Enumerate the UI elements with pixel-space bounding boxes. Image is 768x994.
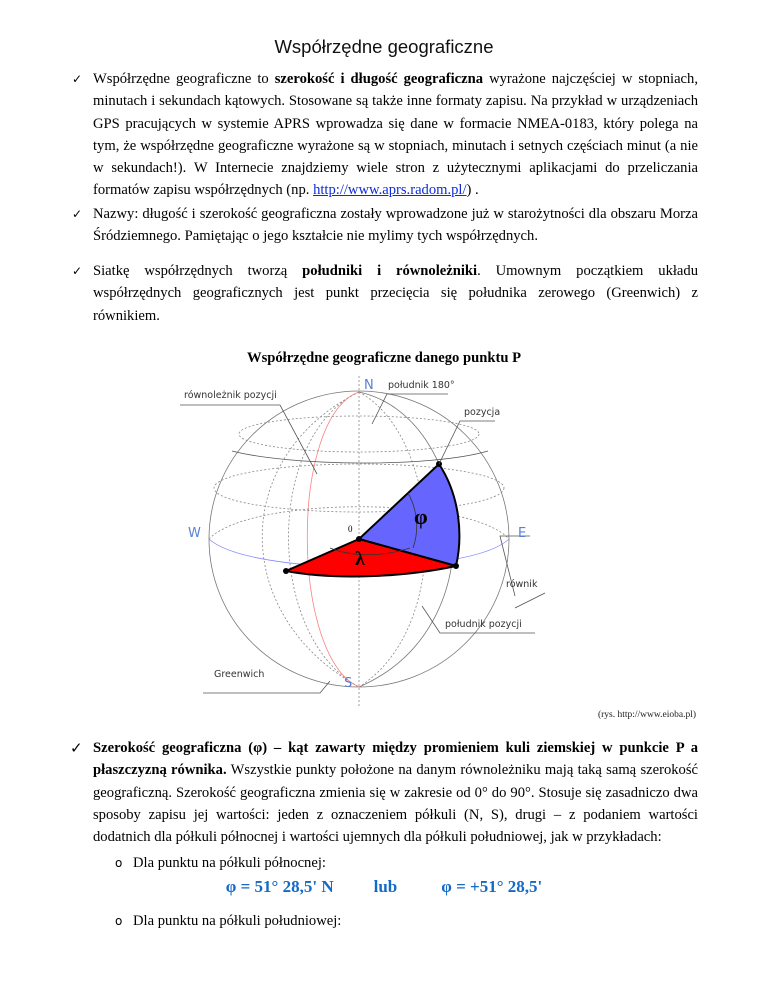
circle-bullet-icon: o [115, 856, 123, 870]
south-label: S [344, 676, 353, 691]
bullet-coordinates-definition [72, 68, 698, 202]
meridian-180-label: południk 180° [388, 380, 455, 391]
east-label: E [518, 526, 527, 541]
checkmark-icon: ✓ [72, 207, 83, 221]
bullet-text: Nazwy: długość i szerokość geograficzna zostały wprowadzone już w starożytności dla obszaru Morza Śródziemnego. Pamiętając o jego kształcie nie mylimy tych współrzędnych. [93, 206, 698, 245]
figure-caption: (rys. http://www.eioba.pl) [597, 710, 696, 720]
formula-or: lub [373, 877, 398, 896]
bullet-text: Współrzędne geograficzne to szerokość i długość geograficzna wyrażone najczęściej w stopniach, minutach i sekundach kątowych. Stosowane są także inne formaty zapisu. Na przykład w urządzeniach GPS pracujących w systemie APRS wprowadza się dane w formacie NMEA-0183, który polega na tym, że współrzędne geograficzne wyrażone są w stopniach, minutach i setnych częściach minut (a nie w sekundach!). W Internecie znajdziemy wiele stron z użytecznymi aplikacjami do przeliczania formatów zapisu współrzędnych (np. http://www.aprs.radom.pl/) . [93, 71, 698, 199]
latitude-formula [0, 877, 768, 897]
example-north: o Dla punktu na półkuli północnej: [115, 855, 326, 871]
formula-left: φ = 51° 28,5' N [225, 877, 334, 896]
checkmark-icon: ✓ [72, 72, 83, 86]
formula-right: φ = +51° 28,5' [441, 877, 543, 896]
position-meridian-label: południk pozycji [445, 619, 522, 630]
bullet-latitude-definition [72, 737, 698, 848]
page-title: Współrzędne geograficzne [274, 36, 494, 57]
bullet-text: Siatkę współrzędnych tworzą południki i równoleżniki. Umownym początkiem układu współrzędnych geograficznych jest punkt przecięcia się południka zerowego (Greenwich) z równikiem. [93, 263, 698, 324]
checkmark-icon: ✓ [70, 739, 83, 757]
phi-label: φ [414, 504, 428, 529]
aprs-link[interactable]: http://www.aprs.radom.pl/ [313, 182, 467, 199]
bullet-names-history [72, 203, 698, 248]
bullet-grid [72, 260, 698, 327]
globe-diagram [170, 376, 590, 706]
globe-icon [170, 376, 590, 706]
position-label: pozycja [464, 407, 501, 418]
origin-label: 0 [348, 524, 353, 534]
parallel-label: równoleżnik pozycji [184, 390, 277, 401]
lambda-label: λ [355, 548, 365, 570]
checkmark-icon: ✓ [72, 264, 83, 278]
west-label: W [188, 526, 201, 541]
example-south: o Dla punktu na półkuli południowej: [115, 913, 342, 929]
figure-title: Współrzędne geograficzne danego punktu P [246, 350, 522, 366]
equator-label: równik [506, 579, 538, 590]
greenwich-label: Greenwich [214, 669, 265, 680]
circle-bullet-icon: o [115, 914, 123, 928]
bullet-text: Szerokość geograficzna (φ) – kąt zawarty między promieniem kuli ziemskiej w punkcie P a płaszczyzną równika. Wszystkie punkty położone na danym równoleżniku mają taką samą szerokość geograficzną. Szerokość geograficzna zmienia się w zakresie od 0° do 90°. Stosuje się zasadniczo dwa sposoby zapisu jej wartości: jeden z oznaczeniem półkuli (N, S), drugi – z podaniem wartości dodatnich dla półkuli północnej i wartości ujemnych dla półkuli południowej, jak w przykładach: [93, 740, 698, 846]
north-label: N [364, 378, 374, 393]
